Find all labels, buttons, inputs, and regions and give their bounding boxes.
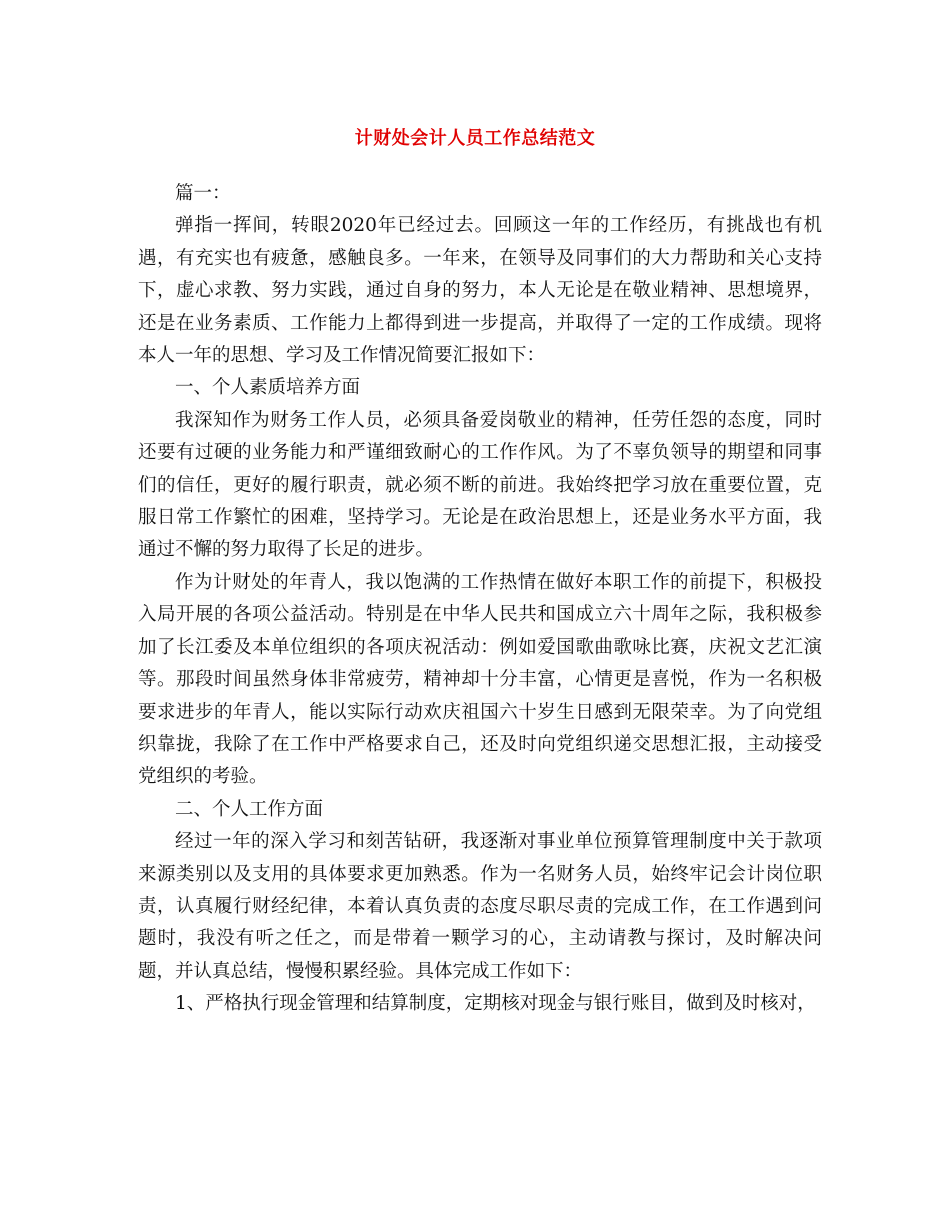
paragraph: 弹指一挥间，转眼2020年已经过去。回顾这一年的工作经历，有挑战也有机遇，有充实也有疲惫，感触良多。一年来，在领导及同事们的大力帮助和关心支持下，虚心求教、努力实践，通过自身的努力，本人无论是在敬业精神、思想境界，还是在业务素质、工作能力上都得到进一步提高，并取得了一定的工作成绩。现将本人一年的思想、学习及工作情况简要汇报如下：	[138, 215, 822, 367]
paragraph: 1、严格执行现金管理和结算制度，定期核对现金与银行账目，做到及时核对，	[175, 993, 816, 1015]
paragraph: 我深知作为财务工作人员，必须具备爱岗敬业的精神，任劳任怨的态度，同时还要有过硬的业务能力和严谨细致耐心的工作作风。为了不辜负领导的期望和同事们的信任，更好的履行职责，就必须不断的前进。我始终把学习放在重要位置，克服日常工作繁忙的困难，坚持学习。无论是在政治思想上，还是业务水平方面，我通过不懈的努力取得了长足的进步。	[138, 409, 822, 561]
section-heading: 二、个人工作方面	[175, 798, 324, 820]
section-label: 篇一：	[175, 183, 231, 204]
document-title: 计财处会计人员工作总结范文	[354, 128, 596, 149]
section-heading: 一、个人素质培养方面	[175, 377, 361, 399]
paragraph: 作为计财处的年青人，我以饱满的工作热情在做好本职工作的前提下，积极投入局开展的各项公益活动。特别是在中华人民共和国成立六十周年之际，我积极参加了长江委及本单位组织的各项庆祝活动：例如爱国歌曲歌咏比赛，庆祝文艺汇演等。那段时间虽然身体非常疲劳，精神却十分丰富，心情更是喜悦，作为一名积极要求进步的年青人，能以实际行动欢庆祖国六十岁生日感到无限荣幸。为了向党组织靠拢，我除了在工作中严格要求自己，还及时向党组织递交思想汇报，主动接受党组织的考验。	[138, 571, 822, 788]
document-body	[138, 178, 822, 1021]
paragraph: 经过一年的深入学习和刻苦钻研，我逐渐对事业单位预算管理制度中关于款项来源类别以及支用的具体要求更加熟悉。作为一名财务人员，始终牢记会计岗位职责，认真履行财经纪律，本着认真负责的态度尽职尽责的完成工作，在工作遇到问题时，我没有听之任之，而是带着一颗学习的心，主动请教与探讨，及时解决问题，并认真总结，慢慢积累经验。具体完成工作如下：	[138, 831, 822, 982]
